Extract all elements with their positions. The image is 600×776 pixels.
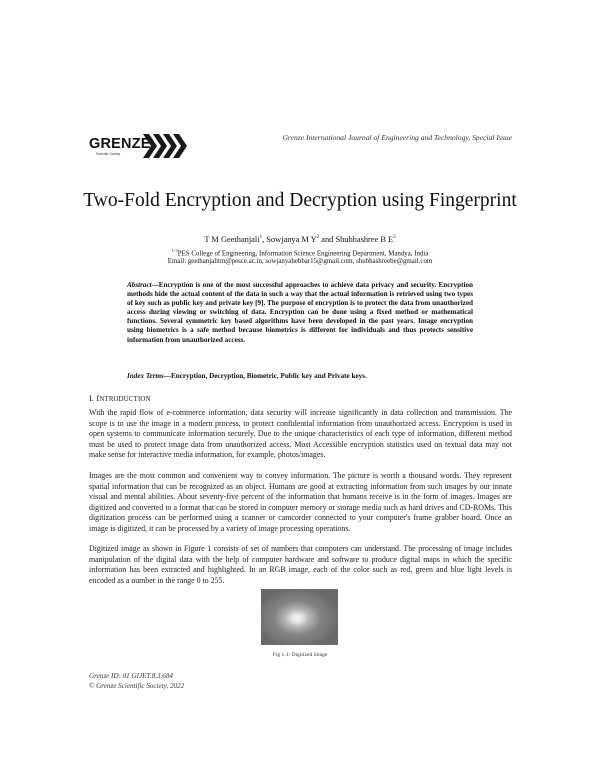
- author-list: T M Geethanjali$^1$, Sowjanya M $Y^2$ and Shubhashree B $E^3$: [204, 235, 396, 244]
- author-sup: 1: [259, 235, 263, 241]
- affiliation-text: PES College of Engineering, Information Science Engineering Department, Mandya, India: [177, 250, 429, 258]
- grenze-logo: [89, 130, 189, 162]
- author-conjunction: and: [321, 235, 334, 244]
- affiliation-sup: 1-3: [171, 248, 178, 253]
- index-terms-lead: Index Terms: [127, 372, 164, 380]
- section-title: NTRODUCTION: [99, 396, 151, 403]
- index-terms-text: —Encryption, Decryption, Biometric, Public key and Private keys.: [163, 372, 367, 380]
- author-name: Sowjanya M Y: [266, 235, 317, 244]
- author-name: Shubhashree B E: [335, 235, 394, 244]
- author-name: T M Geethanjali: [204, 235, 260, 244]
- paper-title: Two-Fold Encryption and Decryption using Fingerprint: [83, 190, 517, 211]
- abstract-text: —Encryption is one of the most successful approaches to achieve data privacy and security. Encryption methods hide the actual content of the data in such a way that the actual information is retrieved using two types of key such as public key and private key [9]. The purpose of encryption is to protect the data from unauthorized access during viewing or switching of data. Encryption can be done using a fixed method or mathematical functions. Several symmetric key based algorithms have been developed in the past years. Image encryption using biometrics is a safe method because biometrics is different for individuals and thus protects sensitive information from unauthorized access.: [127, 281, 473, 344]
- copyright: © Grenze Scientific Society, 2022: [89, 682, 185, 690]
- section-number: I. I: [89, 394, 100, 403]
- section-heading: [89, 394, 151, 403]
- body-paragraph: With the rapid flow of e-commerce information, data security will increase significantly in data collection and transmission. The scope is to use the image in a modern process, to protect confidential information from unauthorized access. Encryption is used in open systems to communicate information securely. Due to the unique characteristics of each type of information, different method must be used to protect image data from unauthorized access. Most Accessible encryption statistics used on textual data may not make sense for interactive media information, for example, photos/images.: [89, 408, 512, 460]
- abstract: [127, 281, 473, 345]
- chevrons-icon: [143, 130, 189, 162]
- digitized-image-figure: [261, 589, 338, 645]
- figure-caption: Fig 1.1: Digitized image: [272, 652, 328, 658]
- logo-word: GRENZE: [89, 136, 151, 152]
- author-emails: Email: geethanjalitm@pesce.ac.in, sowjanyahebbar15@gmail.com, shubhashreebe@gmail.com: [167, 258, 433, 265]
- body-paragraph: Images are the most common and convenient way to convey information. The picture is worth a thousand words. They represent spatial information that can be recognized as an object. Humans are good at extracting information from such images by our innate visual and mental abilities. About seventy-five percent of the information that humans receive is in the form of images. Images are digitized and converted to a format that can be stored in computer memory or storage media such as hard drives and CD-ROMs. This digitization process can be performed using a scanner or camcorder connected to your computer's frame grabber board. Once an image is digitized, it can be processed by a variety of image processing operations.: [89, 471, 512, 533]
- abstract-lead: Abstract: [127, 281, 152, 289]
- body-paragraph: Digitized image as shown in Figure 1 consists of set of numbers that computers can understand. The processing of image includes manipulation of the digital data with the help of computer hardware and software to produce digital maps in which the specific information has been extracted and highlighted. In an RGB image, each of the color such as red, green and blue light levels is encoded as a number in the range 0 to 255.: [89, 544, 512, 585]
- affiliation: [0, 248, 600, 257]
- author-sup: 2: [316, 235, 320, 241]
- journal-header: Grenze International Journal of Engineering and Technology, Special Issue: [282, 133, 512, 142]
- author-sup: 3: [393, 235, 396, 241]
- logo-tag: Scientific Society: [96, 152, 121, 156]
- grenze-id: Grenze ID: 01.GIJET.8.3.684: [89, 672, 173, 680]
- index-terms: [127, 372, 473, 380]
